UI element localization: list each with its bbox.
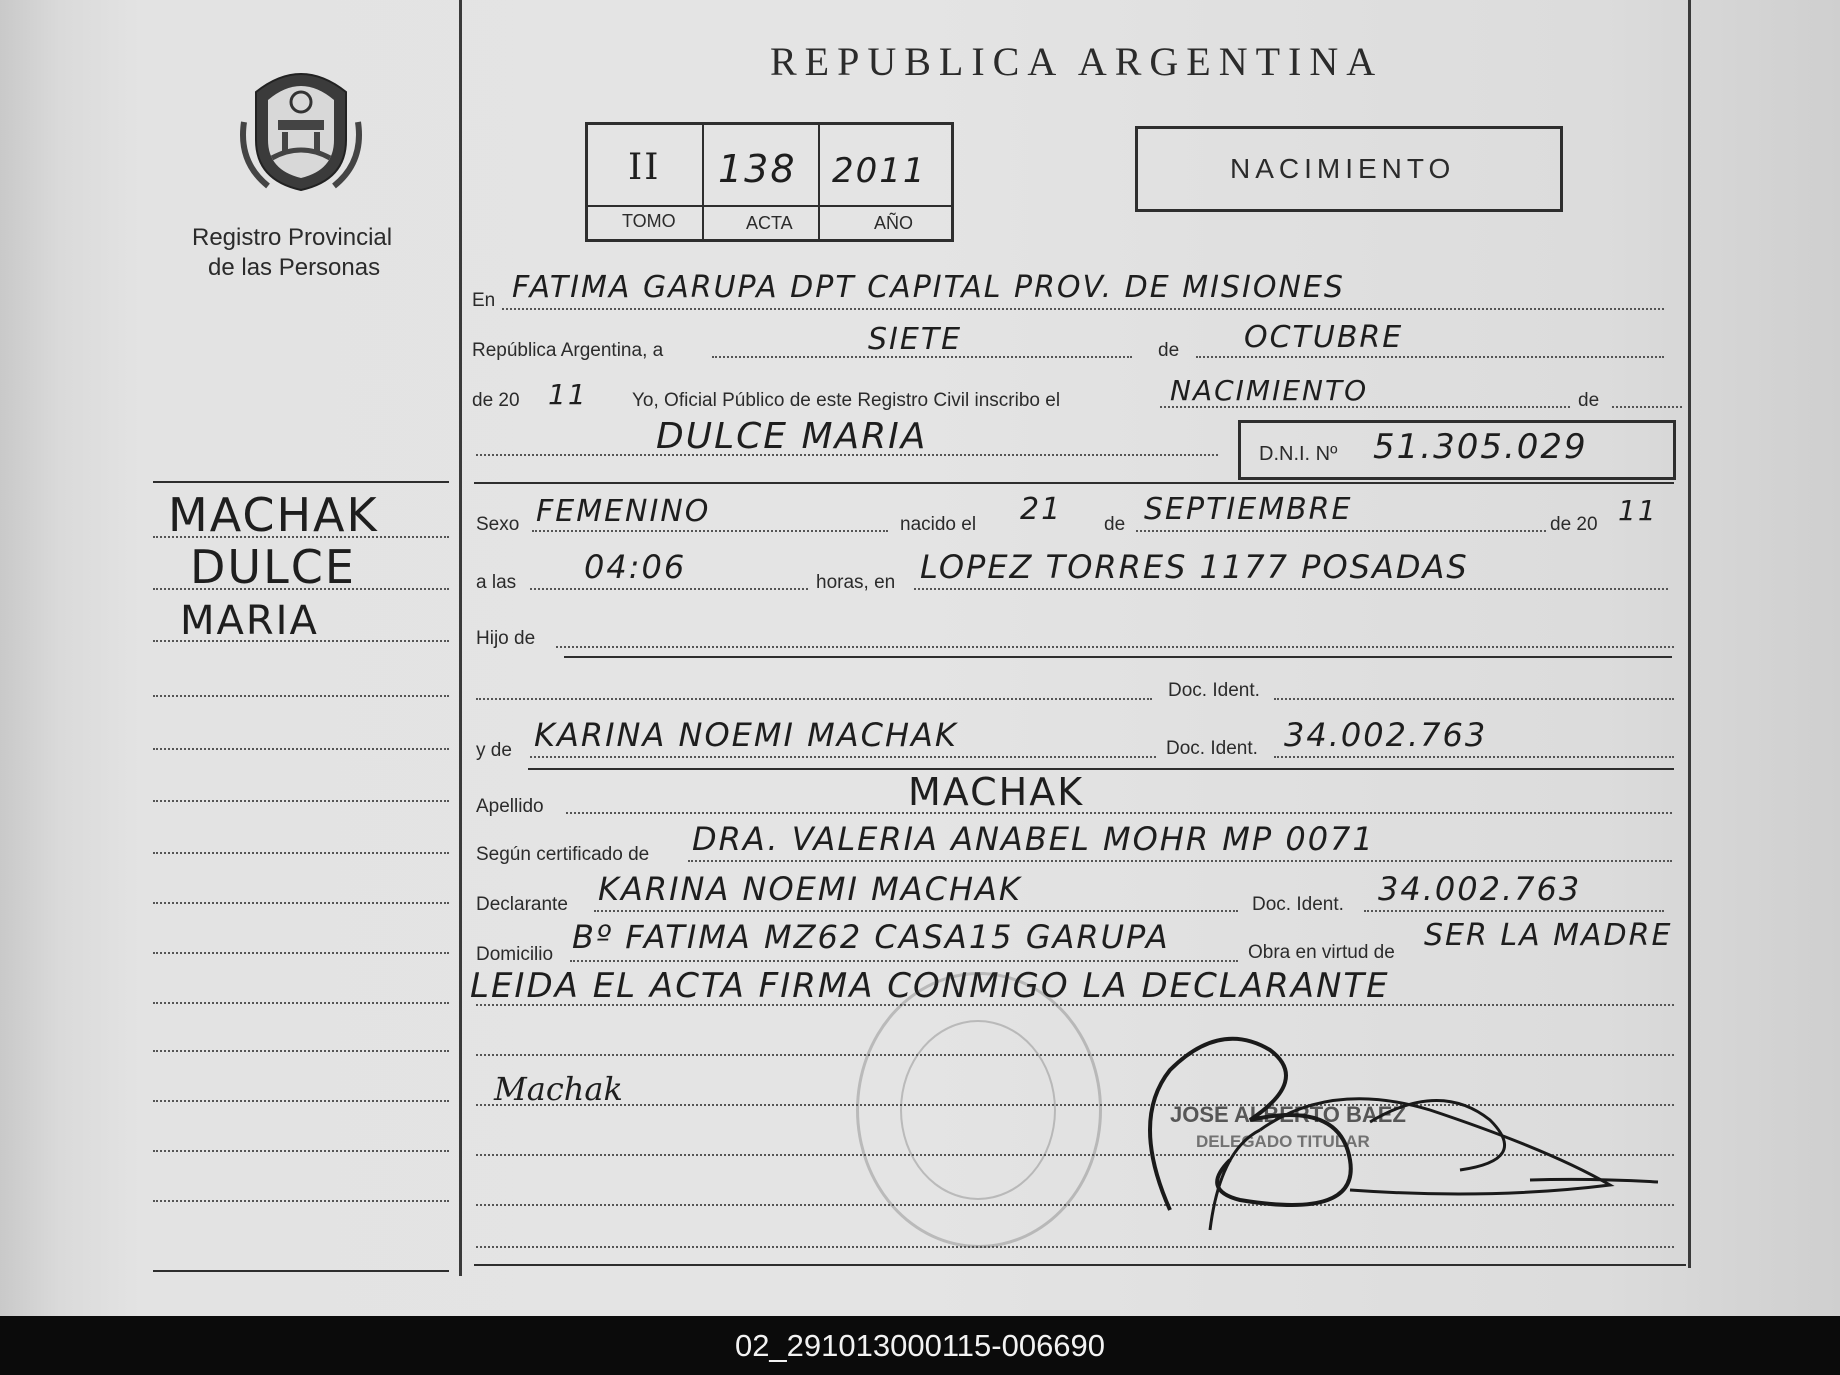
obra-value: SER LA MADRE bbox=[1424, 918, 1673, 953]
ano-label: AÑO bbox=[874, 213, 914, 233]
birth-month-value: SEPTIEMBRE bbox=[1144, 492, 1353, 527]
segun-label: Según certificado de bbox=[476, 844, 650, 865]
record-number-box bbox=[585, 122, 954, 242]
margin-surname: MACHAK bbox=[168, 488, 379, 542]
day-value: SIETE bbox=[868, 322, 963, 357]
margin-second-name: MARIA bbox=[180, 598, 319, 644]
en-value: FATIMA GARUPA DPT CAPITAL PROV. DE MISIONES bbox=[512, 270, 1345, 305]
apellido-label: Apellido bbox=[476, 796, 544, 817]
apellido-value: MACHAK bbox=[908, 770, 1085, 814]
notes-value: LEIDA EL ACTA FIRMA CONMIGO LA DECLARANTE bbox=[470, 966, 1390, 1006]
domicilio-label: Domicilio bbox=[476, 944, 554, 965]
year-value: 11 bbox=[548, 378, 588, 411]
sexo-label: Sexo bbox=[476, 514, 520, 535]
tomo-label: TOMO bbox=[622, 211, 676, 231]
certificado-value: DRA. VALERIA ANABEL MOHR MP 0071 bbox=[692, 820, 1375, 858]
de-label-3: de bbox=[1104, 514, 1126, 535]
mother-doc-value: 34.002.763 bbox=[1284, 716, 1488, 754]
acta-label: ACTA bbox=[746, 213, 793, 233]
record-type-box bbox=[1135, 126, 1563, 212]
place-value: LOPEZ TORRES 1177 POSADAS bbox=[920, 548, 1469, 586]
registry-name-line2: de las Personas bbox=[208, 254, 381, 281]
declarante-label: Declarante bbox=[476, 894, 568, 915]
official-signature bbox=[1110, 1010, 1670, 1240]
dni-value: 51.305.029 bbox=[1373, 427, 1588, 467]
margin-first-name: DULCE bbox=[190, 540, 356, 594]
tomo-value: II bbox=[628, 147, 661, 188]
republica-label: República Argentina, a bbox=[472, 340, 664, 361]
country-title: REPUBLICA ARGENTINA bbox=[770, 39, 1384, 84]
horas-label: horas, en bbox=[816, 572, 896, 593]
image-id-footer: 02_291013000115-006690 bbox=[0, 1316, 1840, 1375]
y-de-label: y de bbox=[476, 740, 512, 761]
domicilio-value: Bº FATIMA MZ62 CASA15 GARUPA bbox=[572, 918, 1170, 956]
declarant-signature: Machak bbox=[494, 1070, 623, 1108]
registry-name-line1: Registro Provincial bbox=[192, 224, 393, 251]
doc-ident-label-3: Doc. Ident. bbox=[1252, 894, 1344, 915]
acta-value: 138 bbox=[718, 147, 797, 191]
right-border bbox=[1688, 0, 1691, 1268]
doc-ident-label-2: Doc. Ident. bbox=[1166, 738, 1258, 759]
de-label: de bbox=[1158, 340, 1180, 361]
de-label-2: de bbox=[1578, 390, 1600, 411]
mother-value: KARINA NOEMI MACHAK bbox=[534, 716, 958, 754]
sexo-value: FEMENINO bbox=[536, 494, 711, 529]
child-name-value: DULCE MARIA bbox=[656, 416, 928, 457]
year-prefix-label: de 20 bbox=[472, 390, 520, 411]
a-las-label: a las bbox=[476, 572, 517, 593]
birth-year-label: de 20 bbox=[1550, 514, 1598, 535]
month-value: OCTUBRE bbox=[1244, 320, 1404, 355]
obra-label: Obra en virtud de bbox=[1248, 942, 1395, 963]
registry-seal bbox=[238, 62, 364, 194]
time-value: 04:06 bbox=[584, 548, 687, 586]
nacido-label: nacido el bbox=[900, 514, 977, 535]
dni-label: D.N.I. Nº bbox=[1259, 443, 1338, 465]
left-panel-divider bbox=[459, 0, 462, 1276]
birth-day-value: 21 bbox=[1020, 492, 1063, 527]
dni-box bbox=[1238, 420, 1676, 480]
en-label: En bbox=[472, 290, 496, 311]
oficial-label: Yo, Oficial Público de este Registro Civil inscribo el bbox=[632, 390, 1061, 411]
inscribo-value: NACIMIENTO bbox=[1170, 374, 1369, 407]
official-stamp-line1: JOSE ALBERTO BAEZ bbox=[1170, 1102, 1406, 1127]
declarante-doc-value: 34.002.763 bbox=[1378, 870, 1582, 908]
ano-value: 2011 bbox=[832, 151, 927, 191]
declarante-value: KARINA NOEMI MACHAK bbox=[598, 870, 1022, 908]
birth-year-value: 11 bbox=[1618, 494, 1658, 527]
record-type: NACIMIENTO bbox=[1230, 153, 1456, 184]
doc-ident-label: Doc. Ident. bbox=[1168, 680, 1260, 701]
hijo-label: Hijo de bbox=[476, 628, 536, 649]
official-stamp-line2: DELEGADO TITULAR bbox=[1196, 1132, 1370, 1151]
